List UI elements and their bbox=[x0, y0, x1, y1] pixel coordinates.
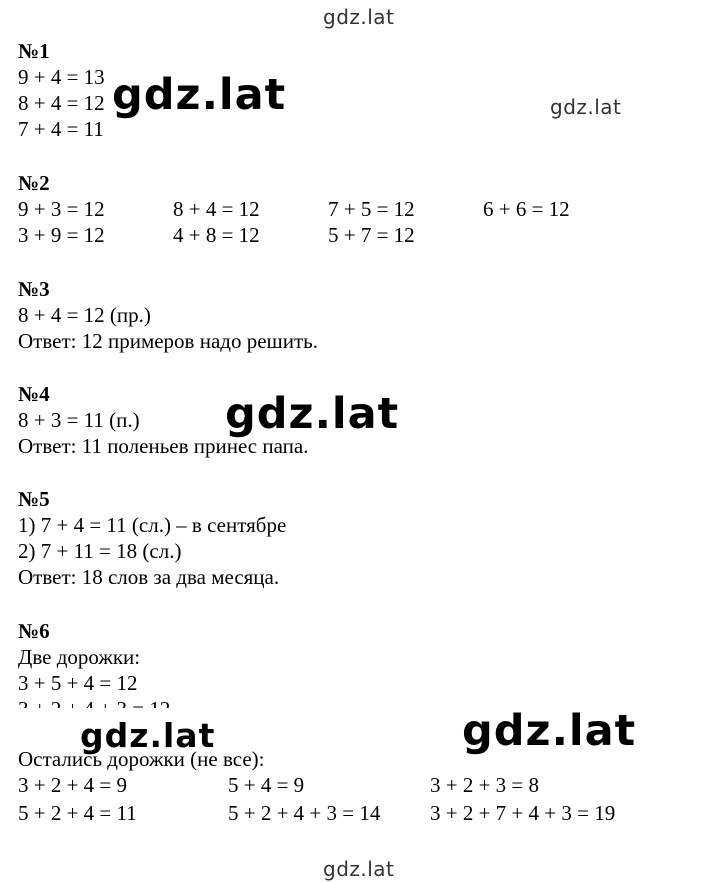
task6-row1-col3: 3 + 2 + 3 = 8 bbox=[430, 773, 540, 797]
task6-row1-col2: 5 + 4 = 9 bbox=[228, 773, 305, 797]
task2-row2-col2: 4 + 8 = 12 bbox=[173, 223, 260, 247]
watermark-bottom: gdz.lat bbox=[323, 857, 395, 881]
task2-row1-col1: 9 + 3 = 12 bbox=[18, 197, 105, 221]
task1-line-3: 7 + 4 = 11 bbox=[18, 117, 104, 141]
task5-line-3: Ответ: 18 слов за два месяца. bbox=[18, 565, 280, 589]
task6-remaining-label: Остались дорожки (не все): bbox=[18, 747, 265, 771]
task4-line-1: 8 + 3 = 11 (п.) bbox=[18, 408, 140, 432]
task2-heading: №2 bbox=[18, 171, 50, 195]
watermark-right: gdz.lat bbox=[550, 95, 622, 119]
task1-line-1: 9 + 4 = 13 bbox=[18, 65, 105, 89]
task6-row2-col3: 3 + 2 + 7 + 4 + 3 = 19 bbox=[430, 801, 616, 825]
task5-line-2: 2) 7 + 11 = 18 (сл.) bbox=[18, 539, 182, 563]
watermark-big-2: gdz.lat bbox=[225, 389, 400, 439]
task5-line-1: 1) 7 + 4 = 11 (сл.) – в сентябре bbox=[18, 513, 287, 537]
task1-line-2: 8 + 4 = 12 bbox=[18, 91, 105, 115]
task6-row2-col2: 5 + 2 + 4 + 3 = 14 bbox=[228, 801, 381, 825]
task4-line-2: Ответ: 11 поленьев принес папа. bbox=[18, 434, 309, 458]
task3-line-2: Ответ: 12 примеров надо решить. bbox=[18, 329, 318, 353]
task2-row1-col4: 6 + 6 = 12 bbox=[483, 197, 570, 221]
task6-heading: №6 bbox=[18, 619, 50, 643]
task3-heading: №3 bbox=[18, 277, 50, 301]
task4-heading: №4 bbox=[18, 382, 50, 406]
watermark-top: gdz.lat bbox=[323, 5, 395, 29]
task6-intro: Две дорожки: bbox=[18, 645, 141, 669]
task6-row2-col1: 5 + 2 + 4 = 11 bbox=[18, 801, 137, 825]
task6-path-1: 3 + 5 + 4 = 12 bbox=[18, 671, 138, 695]
watermark-big-1: gdz.lat bbox=[112, 70, 287, 120]
task2-row1-col2: 8 + 4 = 12 bbox=[173, 197, 260, 221]
task2-row1-col3: 7 + 5 = 12 bbox=[328, 197, 415, 221]
watermark-big-4: gdz.lat bbox=[462, 706, 637, 756]
task2-row2-col1: 3 + 9 = 12 bbox=[18, 223, 105, 247]
task5-heading: №5 bbox=[18, 487, 50, 511]
task3-line-1: 8 + 4 = 12 (пр.) bbox=[18, 303, 151, 327]
watermark-big-3: gdz.lat bbox=[80, 716, 216, 755]
task2-row2-col3: 5 + 7 = 12 bbox=[328, 223, 415, 247]
task6-row1-col1: 3 + 2 + 4 = 9 bbox=[18, 773, 128, 797]
task1-heading: №1 bbox=[18, 39, 50, 63]
